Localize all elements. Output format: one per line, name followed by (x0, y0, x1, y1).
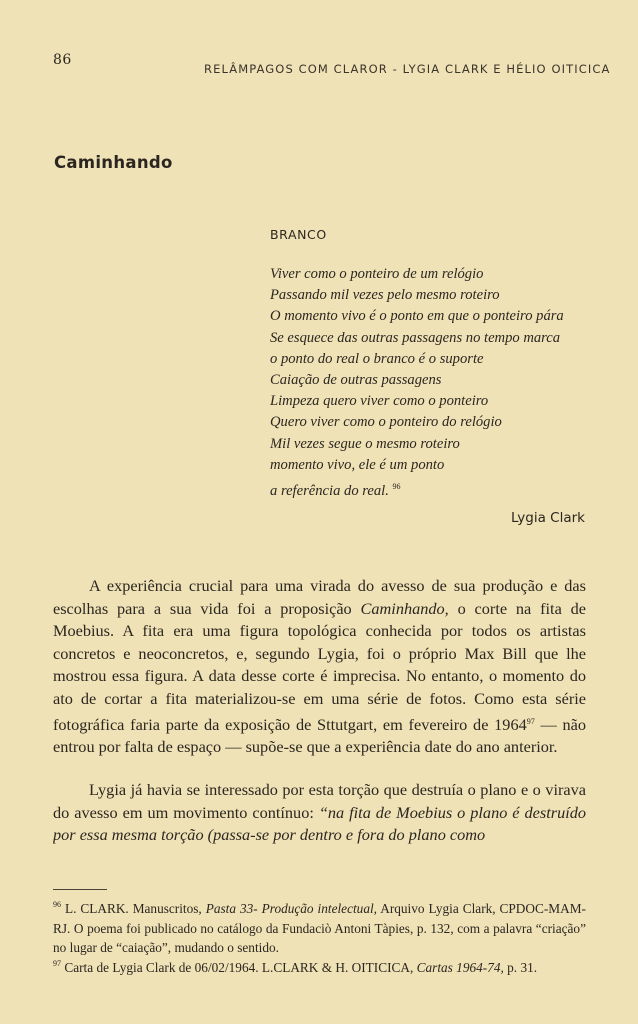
poem (270, 264, 564, 497)
page-number: 86 (53, 52, 72, 68)
poem-line: Quero viver como o ponteiro do relógio (270, 414, 502, 431)
footnote-text-a: L. CLARK. Manuscritos, (61, 901, 206, 916)
footnote-divider (53, 889, 107, 890)
poem-title: BRANCO (270, 227, 327, 242)
footnote-number: 97 (53, 959, 61, 968)
footnote-number: 96 (53, 900, 61, 909)
poem-line-last (270, 476, 564, 497)
footnote-text-b: p. 31. (503, 960, 538, 975)
poem-line: momento vivo, ele é um ponto (270, 456, 445, 473)
poem-line: Se esquece das outras passagens no tempo marca (270, 329, 561, 346)
section-title: Caminhando (54, 153, 173, 172)
p1-text-a: A experiência crucial para uma virada do avesso de sua produção e das escolhas para a sua vida foi a proposição (53, 576, 586, 618)
p2-text-a: Lygia já havia se interessado por esta torção que destruía o plano e o virava do avesso em um movimento contínuo: (53, 780, 586, 822)
p1-text-c: — não entrou por falta de espaço — supõe-se que a experiência date do ano anterior. (53, 714, 587, 757)
poem-line: o ponto do real o branco é o suporte (270, 350, 484, 367)
footnote-ref-96[interactable]: 96 (392, 481, 401, 491)
poem-author: Lygia Clark (511, 510, 585, 526)
body-paragraph-2 (53, 779, 586, 847)
poem-line: Mil vezes segue o mesmo roteiro (270, 435, 460, 452)
poem-line: Caiação de outras passagens (270, 371, 442, 388)
footnote-text-a: Carta de Lygia Clark de 06/02/1964. L.CLARK & H. OITICICA, (61, 960, 417, 975)
footnote-emphasis: Cartas 1964-74, (416, 960, 504, 975)
p1-text-b: o corte na fita de Moebius. A fita era uma figura topológica conhecida por todos os artistas concretos e neoconcretos, e, segundo Lygia, foi o próprio Max Bill que lhe mostrou essa figura. A data desse corte é imprecisa. No entanto, o momento do ato de cortar a fita materializou-se em uma série de fotos. Como esta série fotográfica faria parte da exposição de Sttutgart, em fevereiro de 1964 (53, 598, 586, 734)
poem-line: Limpeza quero viver como o ponteiro (270, 393, 489, 410)
footnote-text-b: Arquivo Lygia Clark, CPDOC-MAM-RJ. O poema foi publicado no catálogo da Fundaciò Antoni Tàpies, p. 132, com a palavra “criação” no lugar de “caiação”, mudando o sentido. (53, 901, 586, 955)
poem-line: O momento vivo é o ponto em que o ponteiro pára (270, 308, 564, 325)
p2-quote: “na fita de Moebius o plano é destruído por essa mesma torção (passa-se por dentro e fora do plano como (53, 802, 586, 845)
p1-emphasis: Caminhando, (360, 598, 449, 618)
poem-line: Passando mil vezes pelo mesmo roteiro (270, 287, 500, 304)
poem-line: Viver como o ponteiro de um relógio (270, 266, 484, 282)
footnote-ref-97[interactable]: 97 (526, 716, 535, 726)
running-header: RELÂMPAGOS COM CLAROR - LYGIA CLARK E HÉLIO OITICICA (204, 62, 611, 76)
footnote-97 (53, 954, 586, 978)
footnote-96 (53, 895, 586, 958)
poem-line-text: a referência do real. (270, 482, 389, 499)
body-paragraph-1 (53, 575, 586, 759)
footnote-emphasis: Pasta 33- Produção intelectual, (205, 901, 377, 916)
